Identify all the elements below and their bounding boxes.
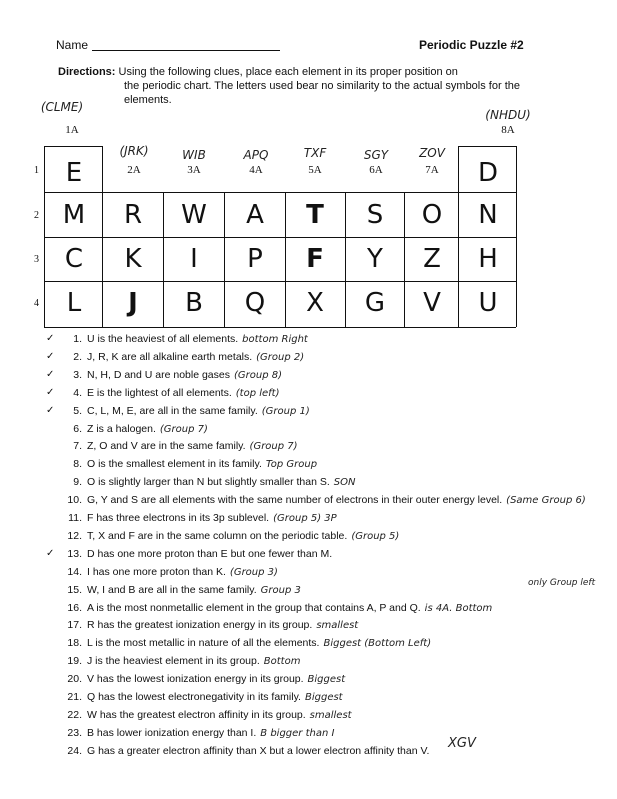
group-note-8: (NHDU) [485, 108, 531, 122]
clue-number: 2. [73, 350, 82, 363]
clue-handwritten-note: Top Group [265, 459, 318, 471]
clue-text: J, R, K are all alkaline earth metals. [87, 350, 253, 363]
clue-item [60, 494, 586, 506]
group-label-6: 6A [369, 164, 383, 176]
clue-text: N, H, D and U are noble gases [87, 368, 230, 381]
clue-number: 16. [67, 601, 82, 614]
cell-r1-g1: E [65, 158, 83, 188]
clue-number: 1. [73, 333, 82, 345]
clue-number: 5. [73, 404, 82, 417]
clue-item [60, 369, 282, 381]
clue-handwritten-note: Biggest [304, 692, 343, 703]
clue-number: 18. [67, 637, 82, 650]
clue-item [60, 440, 298, 452]
cell-r3-g4: P [247, 244, 263, 274]
cell-r4-g5: X [306, 288, 324, 318]
row-label-1: 1 [34, 165, 39, 176]
clue-number: 24. [67, 744, 82, 757]
cell-r2-g2: R [123, 200, 143, 230]
clue-text: D has one more proton than E but one fewer than M. [87, 547, 333, 560]
directions [58, 66, 528, 80]
group-label-3: 3A [187, 164, 201, 176]
clue-number: 9. [73, 476, 82, 489]
clue-item [60, 476, 355, 488]
clue-item [60, 405, 310, 417]
clue-item [60, 745, 433, 757]
grid-line [44, 237, 516, 238]
clue-text: I has one more proton than K. [87, 565, 226, 578]
checkmark-icon: ✓ [46, 547, 55, 559]
clue-number: 13. [67, 547, 82, 560]
clue-handwritten-note: is 4A. Bottom [424, 602, 493, 614]
cell-r1-g8: D [477, 158, 499, 188]
clue-number: 11. [68, 512, 82, 524]
group-label-2: 2A [127, 164, 141, 176]
clue-handwritten-note: (Group 5) [351, 530, 400, 542]
clue-text: J is the heaviest element in its group. [87, 655, 260, 668]
cell-r3-g1: C [64, 244, 84, 274]
row-label-4: 4 [34, 298, 39, 309]
clue-number: 23. [67, 726, 82, 739]
clue-text: G has a greater electron affinity than X but a lower electron affinity than V. [87, 744, 430, 757]
name-line[interactable] [92, 50, 280, 51]
clue-handwritten-note: (Group 8) [234, 369, 283, 381]
cell-r4-g7: V [423, 288, 441, 318]
clue-item [60, 566, 278, 578]
clue-text: T, X and F are in the same column on the periodic table. [87, 529, 348, 542]
group-label-1: 1A [65, 124, 79, 136]
group-label-8: 8A [501, 124, 515, 136]
clue-handwritten-note: B bigger than I [260, 727, 335, 739]
group-note-6: SGY [363, 148, 389, 162]
cell-r2-g1: M [62, 200, 86, 230]
clue-handwritten-note: (Group 1) [261, 405, 310, 417]
group-note-1: (CLME) [40, 100, 84, 114]
cell-r2-g4: A [246, 200, 264, 230]
clue-text: L is the most metallic in nature of all the elements. [87, 637, 320, 650]
clue-item [60, 387, 280, 399]
clue-number: 17. [67, 619, 82, 632]
group-note-4: APQ [243, 148, 269, 162]
grid-line [44, 327, 516, 328]
clue-item [60, 727, 334, 739]
clue-number: 3. [73, 368, 82, 381]
cell-r2-g8: N [478, 200, 498, 230]
clue-number: 21. [67, 691, 82, 703]
clue-item [60, 423, 208, 435]
clue-handwritten-note: smallest [316, 620, 359, 632]
cell-r3-g6: Y [367, 244, 383, 274]
cell-r2-g7: O [421, 200, 443, 230]
cell-r2-g3: W [181, 200, 207, 230]
group-label-5: 5A [308, 164, 322, 176]
clue-text: Z, O and V are in the same family. [87, 440, 246, 453]
clue-item [60, 619, 358, 631]
cell-r3-g3: I [190, 244, 198, 274]
page-title: Periodic Puzzle #2 [419, 38, 524, 52]
clue-item [60, 351, 304, 363]
checkmark-icon: ✓ [46, 404, 55, 416]
cell-r4-g8: U [478, 288, 498, 318]
cell-r2-g6: S [366, 200, 384, 230]
clue-handwritten-note: (Group 5) 3P [273, 513, 337, 524]
clue-text: O is the smallest element in its family. [87, 458, 262, 471]
cell-r4-g6: G [364, 288, 386, 318]
clue-handwritten-note: (Same Group 6) [506, 495, 586, 507]
cell-r3-g7: Z [423, 244, 441, 274]
group-note-2: (JRK) [119, 144, 149, 158]
checkmark-icon: ✓ [46, 333, 55, 344]
clue-item [60, 548, 336, 560]
clue-text: W has the greatest electron affinity in its group. [87, 708, 306, 721]
clue-handwritten-note: Biggest [307, 674, 346, 686]
clue-text: Q has the lowest electronegativity in its family. [87, 691, 301, 703]
clue-handwritten-note: SON [333, 477, 356, 489]
clue-text: U is the heaviest of all elements. [87, 333, 239, 345]
grid-line [44, 281, 516, 282]
grid-line [44, 192, 516, 193]
clue-item [60, 530, 399, 542]
cell-r3-g2: K [124, 244, 142, 274]
directions-text: Using the following clues, place each element in its proper position on [118, 66, 458, 78]
clue-handwritten-note: Group 3 [260, 584, 301, 596]
cell-r2-g5: T [306, 200, 324, 230]
clue-text: W, I and B are all in the same family. [87, 583, 257, 596]
cell-r4-g4: Q [244, 288, 266, 318]
checkmark-icon: ✓ [46, 350, 55, 362]
clue-item [60, 458, 317, 470]
clue-number: 10. [67, 494, 82, 507]
clue-number: 14. [67, 565, 82, 578]
row-label-3: 3 [34, 254, 39, 265]
grid-line [458, 146, 516, 147]
clue-item [60, 584, 301, 596]
clue-handwritten-note: (top left) [235, 387, 280, 399]
clue-number: 12. [67, 529, 82, 542]
clue-number: 15. [67, 583, 82, 596]
clue-handwritten-note: (Group 7) [249, 441, 298, 453]
cell-r4-g2: J [128, 288, 138, 318]
clue-item [60, 637, 431, 649]
clue-handwritten-note: Bottom [263, 656, 301, 668]
cell-r3-g5: F [306, 244, 324, 274]
clue-text: C, L, M, E, are all in the same family. [87, 404, 258, 417]
clue-handwritten-note: (Group 7) [159, 423, 208, 435]
clue-text: A is the most nonmetallic element in the group that contains A, P and Q. [87, 601, 421, 614]
clue-item [60, 673, 345, 685]
clue-handwritten-note: (Group 3) [229, 566, 278, 578]
group-note-7: ZOV [419, 146, 445, 160]
margin-note-only-group-left: only Group left [528, 578, 596, 588]
clue-number: 20. [67, 673, 82, 686]
directions-label: Directions: [58, 66, 116, 78]
margin-note-xgv: XGV [448, 736, 476, 751]
grid-line [44, 146, 102, 147]
clue-item [60, 512, 337, 524]
clue-item [60, 333, 308, 345]
clue-number: 7. [73, 440, 82, 453]
clue-handwritten-note: bottom Right [242, 334, 308, 345]
clue-number: 6. [73, 422, 82, 435]
clue-text: V has the lowest ionization energy in its group. [87, 673, 304, 686]
checkmark-icon: ✓ [46, 386, 55, 398]
clue-item [60, 709, 352, 721]
clue-text: G, Y and S are all elements with the same number of electrons in their outer energy level. [87, 494, 503, 507]
clue-number: 22. [67, 708, 82, 721]
group-note-3: WIB [182, 148, 206, 162]
cell-r4-g1: L [66, 288, 82, 318]
clue-number: 8. [73, 458, 82, 471]
clue-text: O is slightly larger than N but slightly smaller than S. [87, 476, 330, 489]
clue-item [60, 602, 492, 614]
clue-item [60, 691, 343, 703]
group-note-5: TXF [303, 146, 327, 160]
group-label-4: 4A [249, 164, 263, 176]
clue-number: 19. [67, 655, 82, 668]
name-label: Name [56, 38, 89, 52]
clue-text: B has lower ionization energy than I. [87, 726, 257, 739]
group-label-7: 7A [425, 164, 439, 176]
cell-r3-g8: H [478, 244, 498, 274]
clue-item [60, 655, 300, 667]
cell-r4-g3: B [185, 288, 203, 318]
directions-text-continued: the periodic chart. The letters used bear no similarity to the actual symbols for the elements. [124, 80, 520, 106]
clue-text: E is the lightest of all elements. [87, 386, 232, 399]
clue-number: 4. [73, 386, 82, 399]
clue-handwritten-note: Biggest (Bottom Left) [323, 638, 432, 650]
clue-handwritten-note: smallest [309, 709, 352, 721]
clue-text: R has the greatest ionization energy in its group. [87, 619, 313, 632]
clue-handwritten-note: (Group 2) [256, 351, 305, 363]
checkmark-icon: ✓ [46, 368, 55, 380]
row-label-2: 2 [34, 210, 39, 221]
clue-text: Z is a halogen. [87, 422, 156, 435]
clue-text: F has three electrons in its 3p sublevel. [87, 512, 270, 524]
